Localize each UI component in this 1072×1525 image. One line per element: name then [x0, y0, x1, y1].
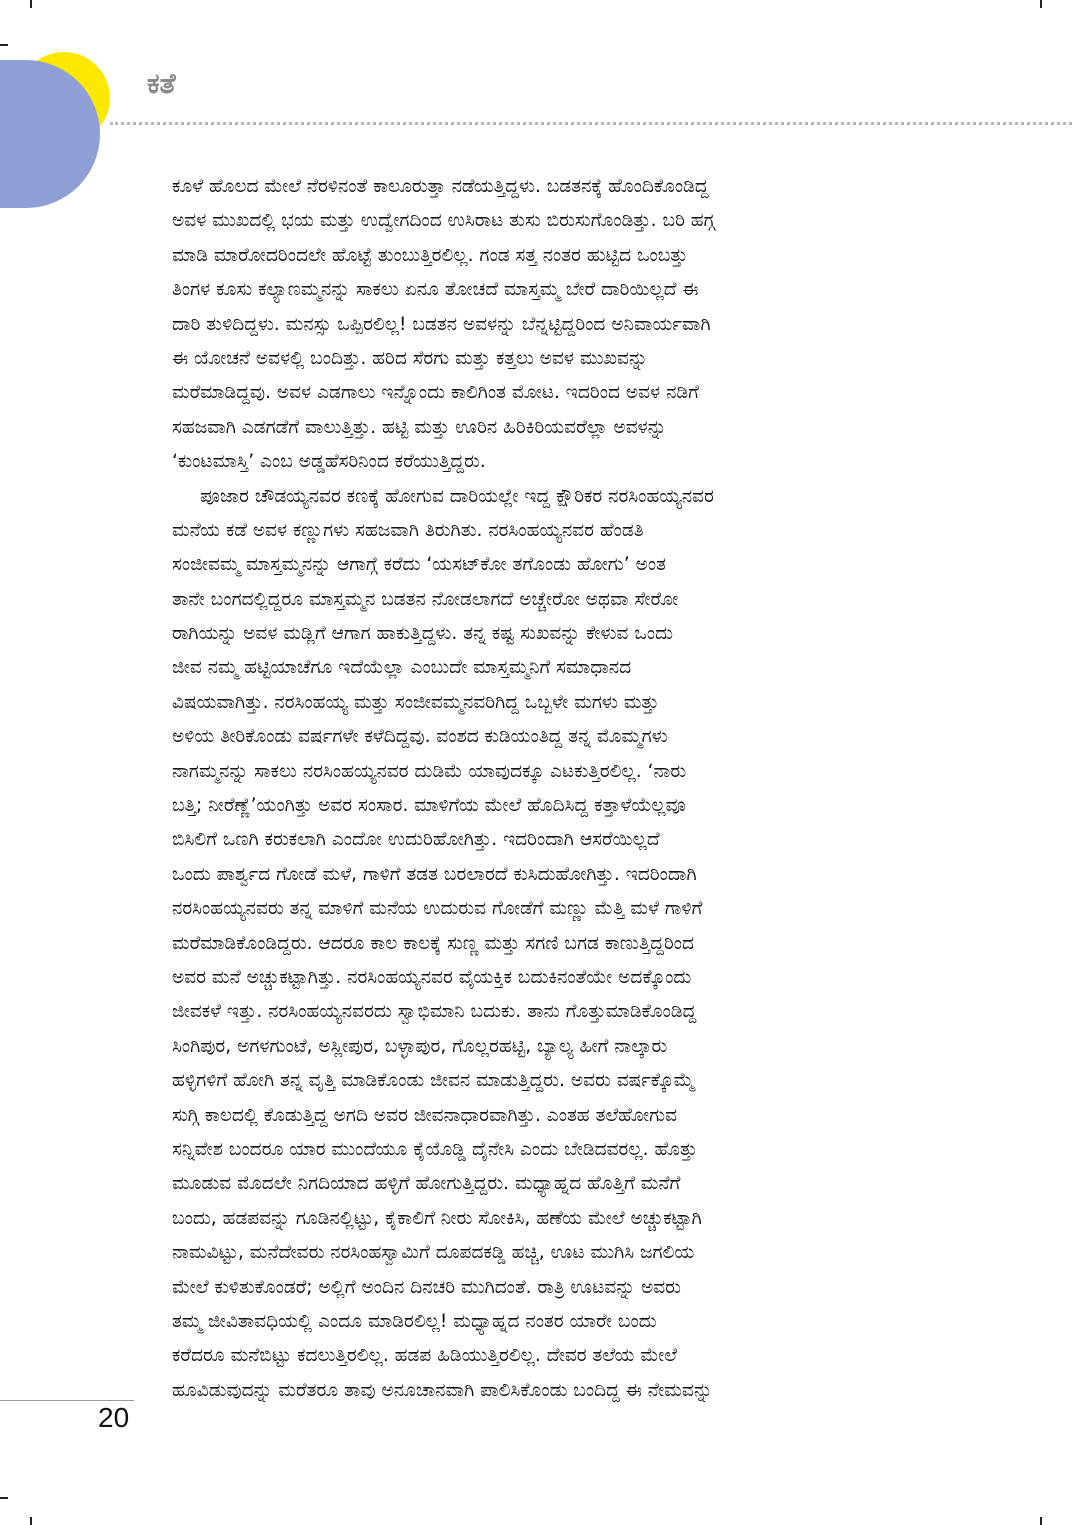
- text-line: ಹೂವಿಡುವುದನ್ನು ಮರೆತರೂ ತಾವು ಅನೂಚಾನವಾಗಿ ಪಾಲಿಸಿಕೊಂಡು ಬಂದಿದ್ದ ಈ ನೇಮವನ್ನು: [172, 1379, 713, 1401]
- text-line: ಪೂಜಾರ ಚೌಡಯ್ಯನವರ ಕಣಕ್ಕೆ ಹೋಗುವ ದಾರಿಯಲ್ಲೇ ಇದ್ದ ಕ್ಷೌರಿಕರ ನರಸಿಂಹಯ್ಯನವರ: [200, 485, 714, 507]
- text-line: ಬಿಸಿಲಿಗೆ ಒಣಗಿ ಕರುಕಲಾಗಿ ಎಂದೋ ಉದುರಿಹೋಗಿತ್ತು. ಇದರಿಂದಾಗಿ ಆಸರೆಯಿಲ್ಲದೆ: [172, 829, 660, 851]
- text-line: ಕೂಳೆ ಹೊಲದ ಮೇಲೆ ನೆರಳಿನಂತೆ ಕಾಲೂರುತ್ತಾ ನಡೆಯತ್ತಿದ್ದಳು. ಬಡತನಕ್ಕೆ ಹೊಂದಿಕೊಂಡಿದ್ದ: [172, 176, 709, 197]
- text-line: ಮರೆಮಾಡಿದ್ದವು. ಅವಳ ಎಡಗಾಲು ಇನ್ನೊಂದು ಕಾಲಿಗಿಂತ ಮೋಟ. ಇದರಿಂದ ಅವಳ ನಡಿಗೆ: [172, 382, 699, 404]
- footer-rule: [0, 1400, 134, 1401]
- text-line: ಅಳಿಯ ತೀರಿಕೊಂಡು ವರ್ಷಗಳೇ ಕಳೆದಿದ್ದವು. ವಂಶದ ಕುಡಿಯಂತಿದ್ದ ತನ್ನ ಮೊಮ್ಮಗಳು: [172, 726, 668, 748]
- text-line: ‘ಕುಂಟಮಾಸ್ತಿ’ ಎಂಬ ಅಡ್ಡಹೆಸರಿನಿಂದ ಕರೆಯುತ್ತಿದ್ದರು.: [172, 451, 486, 473]
- text-line: ಅವಳ ಮುಖದಲ್ಲಿ ಭಯ ಮತ್ತು ಉದ್ವೇಗದಿಂದ ಉಸಿರಾಟ ತುಸು ಬಿರುಸುಗೊಂಡಿತ್ತು. ಬರಿ ಹಗ್ಗ: [172, 210, 715, 232]
- text-line: ಬಂದು, ಹಡಪವನ್ನು ಗೂಡಿನಲ್ಲಿಟ್ಟು, ಕೈಕಾಲಿಗೆ ನೀರು ಸೋಕಿಸಿ, ಹಣೆಯ ಮೇಲೆ ಅಚ್ಚುಕಟ್ಟಾಗಿ: [172, 1207, 702, 1229]
- text-line: ಸನ್ನಿವೇಶ ಬಂದರೂ ಯಾರ ಮುಂದೆಯೂ ಕೈಯೊಡ್ಡಿ ದೈನೇಸಿ ಎಂದು ಬೇಡಿದವರಲ್ಲ. ಹೊತ್ತು: [172, 1138, 698, 1160]
- story-body: [172, 170, 952, 1408]
- text-line: ತಮ್ಮ ಜೀವಿತಾವಧಿಯಲ್ಲಿ ಎಂದೂ ಮಾಡಿರಲಿಲ್ಲ! ಮಧ್ಯಾಹ್ನದ ನಂತರ ಯಾರೇ ಬಂದು: [172, 1310, 657, 1332]
- text-line: ಸಿಂಗಿಪುರ, ಅಗಳಗುಂಟೆ, ಅಸ್ಲೀಪುರ, ಬಳ್ಳಾಪುರ, ಗೊಲ್ಲರಹಟ್ಟಿ, ಬ್ಯಾಲ್ಯ ಹೀಗೆ ನಾಲ್ಕಾರು: [172, 1035, 668, 1057]
- text-line: ಒಂದು ಪಾರ್ಶ್ವದ ಗೋಡೆ ಮಳೆ, ಗಾಳಿಗೆ ತಡತ ಬರಲಾರದೆ ಕುಸಿದುಹೋಗಿತ್ತು. ಇದರಿಂದಾಗಿ: [172, 863, 697, 885]
- text-line: ಅವರ ಮನೆ ಅಚ್ಚುಕಟ್ಟಾಗಿತ್ತು. ನರಸಿಂಹಯ್ಯನವರ ವೈಯಕ್ತಿಕ ಬದುಕಿನಂತೆಯೇ ಅದಕ್ಕೊಂದು: [172, 966, 692, 988]
- crop-mark: [0, 1497, 8, 1499]
- text-line: ಸುಗ್ಗಿ ಕಾಲದಲ್ಲಿ ಕೊಡುತ್ತಿದ್ದ ಅಗದಿ ಅವರ ಜೀವನಾಧಾರವಾಗಿತ್ತು. ಎಂತಹ ತಲೆಹೋಗುವ: [172, 1104, 678, 1126]
- crop-mark: [1040, 0, 1042, 8]
- text-line: ತಿಂಗಳ ಕೂಸು ಕಲ್ಯಾಣಮ್ಮನನ್ನು ಸಾಕಲು ಏನೂ ತೋಚದೆ ಮಾಸ್ತಮ್ಮ ಬೇರೆ ದಾರಿಯಿಲ್ಲದೆ ಈ: [172, 279, 699, 301]
- crop-mark: [30, 1517, 32, 1525]
- text-line: ಬತ್ತಿ; ನೀರೆಣ್ಣೆ’ಯಂಗಿತ್ತು ಅವರ ಸಂಸಾರ. ಮಾಳಿಗೆಯ ಮೇಲೆ ಹೊದಿಸಿದ್ದ ಕತ್ತಾಳೆಯೆಲ್ಲವೂ: [172, 795, 686, 817]
- text-line: ನಾಗಮ್ಮನನ್ನು ಸಾಕಲು ನರಸಿಂಹಯ್ಯನವರ ದುಡಿಮೆ ಯಾವುದಕ್ಕೂ ಎಟಕುತ್ತಿರಲಿಲ್ಲ. ‘ನಾರು: [172, 760, 687, 782]
- text-line: ಸಂಜೀವಮ್ಮ ಮಾಸ್ತಮ್ಮನನ್ನು ಆಗಾಗ್ಗೆ ಕರೆದು ‘ಯಸಟ್‌ಕೋ ತಗೊಂಡು ಹೋಗು’ ಅಂತ: [172, 554, 666, 576]
- crop-mark: [1040, 1517, 1042, 1525]
- page-number: 20: [98, 1402, 130, 1433]
- text-line: ದಾರಿ ತುಳಿದಿದ್ದಳು. ಮನಸ್ಸು ಒಪ್ಪಿರಲಿಲ್ಲ! ಬಡತನ ಅವಳನ್ನು ಬೆನ್ನಟ್ಟಿದ್ದರಿಂದ ಅನಿವಾರ್ಯವಾಗಿ: [172, 313, 711, 335]
- text-line: ಮರೆಮಾಡಿಕೊಂಡಿದ್ದರು. ಆದರೂ ಕಾಲ ಕಾಲಕ್ಕೆ ಸುಣ್ಣ ಮತ್ತು ಸಗಣಿ ಬಗಡ ಕಾಣುತ್ತಿದ್ದರಿಂದ: [172, 932, 695, 954]
- text-line: ಈ ಯೋಚನೆ ಅವಳಲ್ಲಿ ಬಂದಿತ್ತು. ಹರಿದ ಸೆರಗು ಮತ್ತು ಕತ್ತಲು ಅವಳ ಮುಖವನ್ನು: [172, 347, 648, 369]
- text-line: ರಾಗಿಯನ್ನು ಅವಳ ಮಡ್ಲಿಗೆ ಆಗಾಗ ಹಾಕುತ್ತಿದ್ದಳು. ತನ್ನ ಕಷ್ಟ ಸುಖವನ್ನು ಕೇಳುವ ಒಂದು: [172, 623, 674, 645]
- crop-mark: [30, 0, 32, 8]
- text-line: ಮಾಡಿ ಮಾರೋದರಿಂದಲೇ ಹೊಟ್ಟೆ ತುಂಬುತ್ತಿರಲಿಲ್ಲ. ಗಂಡ ಸತ್ತ ನಂತರ ಹುಟ್ಟಿದ ಒಂಬತ್ತು: [172, 244, 688, 266]
- section-title: ಕತೆ: [147, 67, 176, 100]
- text-line: ಕರೆದರೂ ಮನೆಬಿಟ್ಟು ಕದಲುತ್ತಿರಲಿಲ್ಲ. ಹಡಪ ಹಿಡಿಯುತ್ತಿರಲಿಲ್ಲ. ದೇವರ ತಲೆಯ ಮೇಲೆ: [172, 1345, 677, 1367]
- text-line: ನಾಮವಿಟ್ಟು, ಮನೆದೇವರು ನರಸಿಂಹಸ್ವಾಮಿಗೆ ದೂಪದಕಡ್ಡಿ ಹಚ್ಚಿ, ಊಟ ಮುಗಿಸಿ ಜಗಲಿಯ: [172, 1242, 695, 1264]
- text-line: ಮೇಲೆ ಕುಳಿತುಕೊಂಡರೆ; ಅಲ್ಲಿಗೆ ಅಂದಿನ ದಿನಚರಿ ಮುಗಿದಂತೆ. ರಾತ್ರಿ ಊಟವನ್ನು ಅವರು: [172, 1276, 681, 1298]
- text-line: ಹಳ್ಳಿಗಳಿಗೆ ಹೋಗಿ ತನ್ನ ವೃತ್ತಿ ಮಾಡಿಕೊಂಡು ಜೀವನ ಮಾಡುತ್ತಿದ್ದರು. ಅವರು ವರ್ಷಕ್ಕೊಮ್ಮೆ: [172, 1070, 695, 1092]
- text-line: ಮೂಡುವ ಮೊದಲೇ ನಿಗದಿಯಾದ ಹಳ್ಳಿಗೆ ಹೋಗುತ್ತಿದ್ದರು. ಮಧ್ಯಾಹ್ನದ ಹೊತ್ತಿಗೆ ಮನೆಗೆ: [172, 1173, 681, 1195]
- text-line: ನರಸಿಂಹಯ್ಯನವರು ತನ್ನ ಮಾಳಿಗೆ ಮನೆಯ ಉದುರುವ ಗೋಡೆಗೆ ಮಣ್ಣು ಮೆತ್ತಿ ಮಳೆ ಗಾಳಿಗೆ: [172, 898, 703, 920]
- header-dotted-rule: [110, 122, 1072, 125]
- text-line: ಜೀವ ನಮ್ಮ ಹಟ್ಟಿಯಾಚೆಗೂ ಇದೆಯೆಲ್ಲಾ ಎಂಬುದೇ ಮಾಸ್ತಮ್ಮನಿಗೆ ಸಮಾಧಾನದ: [172, 657, 632, 679]
- text-line: ಮನೆಯ ಕಡೆ ಅವಳ ಕಣ್ಣುಗಳು ಸಹಜವಾಗಿ ತಿರುಗಿತು. ನರಸಿಂಹಯ್ಯನವರ ಹೆಂಡತಿ: [172, 519, 644, 541]
- text-line: ವಿಷಯವಾಗಿತ್ತು. ನರಸಿಂಹಯ್ಯ ಮತ್ತು ಸಂಜೀವಮ್ಮನವರಿಗಿದ್ದ ಒಬ್ಬಳೇ ಮಗಳು ಮತ್ತು: [172, 691, 659, 713]
- text-line: ಸಹಜವಾಗಿ ಎಡಗಡೆಗೆ ವಾಲುತ್ತಿತ್ತು. ಹಟ್ಟಿ ಮತ್ತು ಊರಿನ ಹಿರಿಕಿರಿಯವರೆಲ್ಲಾ ಅವಳನ್ನು: [172, 416, 667, 438]
- text-line: ತಾನೇ ಬಂಗದಲ್ಲಿದ್ದರೂ ಮಾಸ್ತಮ್ಮನ ಬಡತನ ನೋಡಲಾಗದೆ ಅಚ್ಚೇರೋ ಅಥವಾ ಸೇರೋ: [172, 588, 679, 610]
- crop-mark: [0, 44, 8, 46]
- text-line: ಜೀವಕಳೆ ಇತ್ತು. ನರಸಿಂಹಯ್ಯನವರದು ಸ್ವಾಭಿಮಾನಿ ಬದುಕು. ತಾನು ಗೊತ್ತುಮಾಡಿಕೊಂಡಿದ್ದ: [172, 1001, 697, 1023]
